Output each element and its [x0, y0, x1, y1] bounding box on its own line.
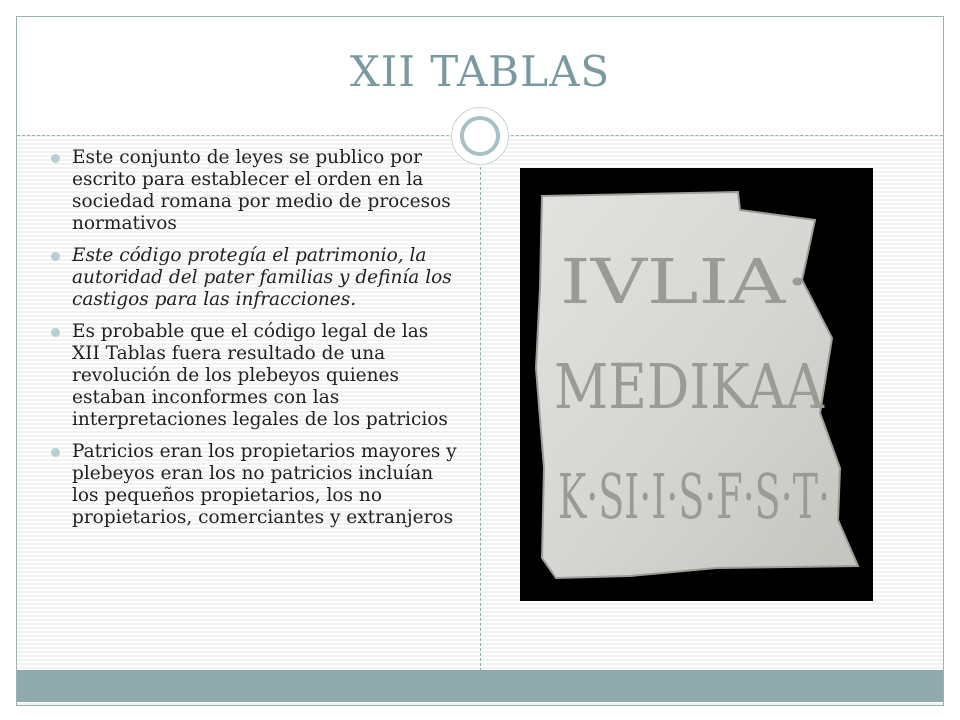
inscription-line-2: MEDIKAA — [554, 350, 826, 423]
slide-title: XII TABLAS — [349, 47, 611, 96]
inscription-line-1: IVLIA· — [560, 245, 810, 318]
bullet-text: Este conjunto de leyes se publico por escrito para establecer el orden en la sociedad romana por medio de procesos normativos — [72, 147, 451, 234]
bullet-dot-icon — [51, 328, 60, 337]
footer-bar — [17, 670, 943, 702]
decorative-ring-icon — [460, 116, 500, 156]
stone-tablet-photo — [520, 168, 873, 601]
bullet-dot-icon — [51, 448, 60, 457]
bullet-text: Es probable que el código legal de las XII Tablas fuera resultado de una revolución de los plebeyos quienes estaban inconformes con las interpretaciones legales de los patricios — [72, 321, 448, 430]
bullet-item — [51, 321, 461, 431]
stone-tablet-image — [520, 168, 873, 601]
inscription-lines — [554, 245, 830, 533]
inscription-line-3: K·SI·I·S·F·S·T· — [558, 460, 830, 533]
bullet-text: Patricios eran los propietarios mayores y plebeyos eran los no patricios incluían los pequeños propietarios, los no propietarios, comerciantes y extranjeros — [72, 441, 457, 528]
bullet-item — [51, 147, 461, 235]
slide — [16, 16, 944, 706]
column-divider — [480, 167, 481, 671]
bullet-item — [51, 441, 461, 529]
bullet-list — [51, 147, 461, 539]
bullet-item — [51, 245, 461, 311]
bullet-dot-icon — [51, 252, 60, 261]
bullet-dot-icon — [51, 154, 60, 163]
bullet-text: Este código protegía el patrimonio, la autoridad del pater familias y definía los castigos para las infracciones. — [72, 245, 452, 310]
